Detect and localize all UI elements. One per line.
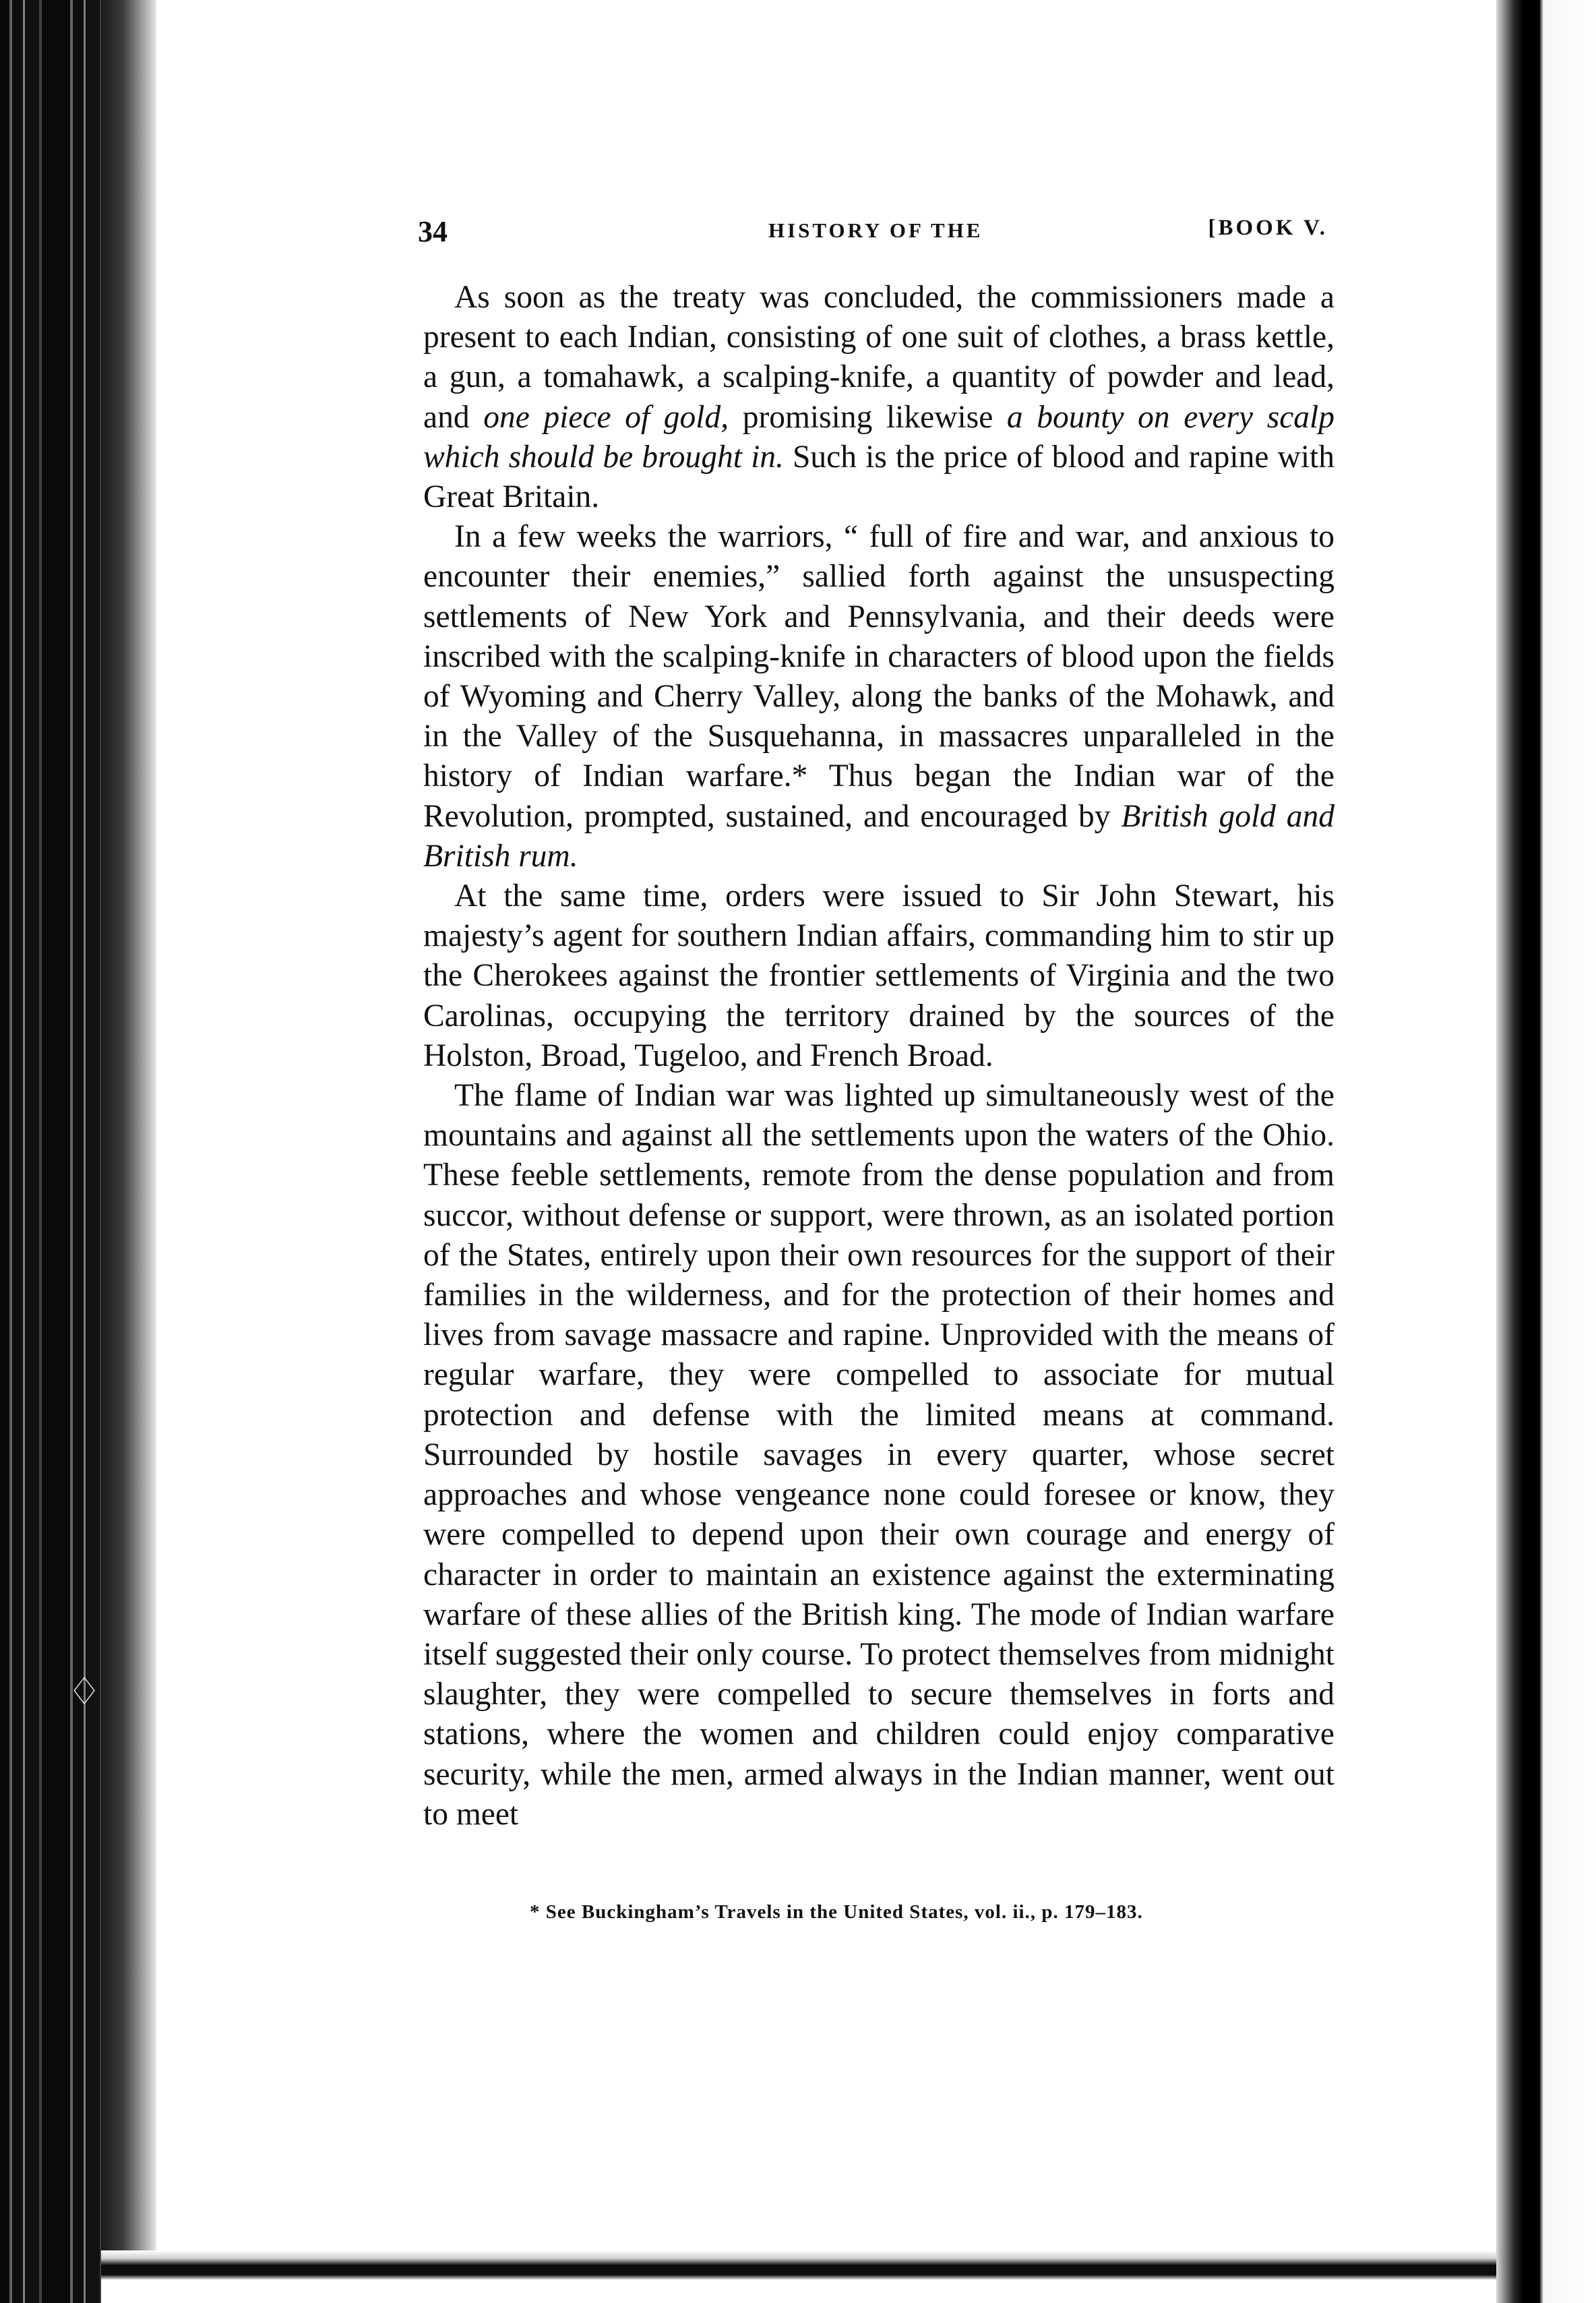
page-right-edge bbox=[1496, 0, 1596, 2303]
italic-run: British gold and British rum. bbox=[423, 798, 1334, 874]
footnote: * See Buckingham’s Travels in the United States, vol. ii., p. 179–183. bbox=[530, 1901, 1143, 1923]
running-title: HISTORY OF THE bbox=[768, 218, 983, 242]
book-label: [BOOK V. bbox=[1208, 216, 1328, 240]
text-run: Such is the price of blood and rapine with Great Britain. bbox=[423, 439, 1334, 515]
text-run: promising likewise bbox=[729, 399, 1007, 435]
italic-run: one piece of gold, bbox=[483, 399, 729, 435]
paragraph bbox=[423, 1076, 1334, 1834]
paragraph bbox=[423, 278, 1334, 517]
text-run: At the same time, orders were issued to Sir John Stewart, his majesty’s agent for southern Indian affairs, commanding him to stir up the Cherokees against the frontier settlements of Virginia and the two Carolinas, occupying the territory drained by the sources of the Holston, Broad, Tugeloo, and French Broad. bbox=[423, 878, 1334, 1073]
paragraph bbox=[423, 517, 1334, 876]
italic-run: a bounty on every scalp which should be brought in. bbox=[423, 399, 1334, 475]
page-bottom-edge bbox=[101, 2250, 1496, 2303]
text-run: In a few weeks the warriors, “ full of fire and war, and anxious to encounter their enemies,” sallied forth against the unsuspecting settlements of New York and Pennsylvania, and their deeds were inscribed with the scalping-knife in characters of blood upon the fields of Wyoming and Cherry Valley, along the banks of the Mohawk, and in the Valley of the Susquehanna, in massacres unparalleled in the history of Indian warfare.* Thus began the Indian war of the Revolution, prompted, sustained, and encouraged by bbox=[423, 519, 1334, 834]
paragraph bbox=[423, 876, 1334, 1076]
page-number: 34 bbox=[418, 215, 448, 248]
running-head bbox=[418, 214, 1328, 252]
page-edge-mark: ♢ bbox=[67, 1671, 102, 1713]
body-text bbox=[423, 278, 1334, 1834]
text-run: As soon as the treaty was concluded, the commissioners made a present to each Indian, consisting of one suit of clothes, a brass kettle, a gun, a tomahawk, a scalping-knife, a quantity of powder and lead, and bbox=[423, 280, 1334, 435]
book-spine-edge bbox=[0, 0, 156, 2303]
text-run: The flame of Indian war was lighted up simultaneously west of the mountains and against all the settlements upon the waters of the Ohio. These feeble settlements, remote from the dense population and from succor, without defense or support, were thrown, as an isolated portion of the States, entirely upon their own resources for the support of their families in the wilderness, and for the protection of their homes and lives from savage massacre and rapine. Unprovided with the means of regular warfare, they were compelled to associate for mutual protection and defense with the limited means at command. Surrounded by hostile savages in every quarter, whose secret approaches and whose vengeance none could foresee or know, they were compelled to depend upon their own courage and energy of character in order to maintain an existence against the exterminating warfare of these allies of the British king. The mode of Indian warfare itself suggested their only course. To protect themselves from midnight slaughter, they were compelled to secure themselves in forts and stations, where the women and children could enjoy comparative security, while the men, armed always in the Indian manner, went out to meet bbox=[423, 1078, 1334, 1832]
